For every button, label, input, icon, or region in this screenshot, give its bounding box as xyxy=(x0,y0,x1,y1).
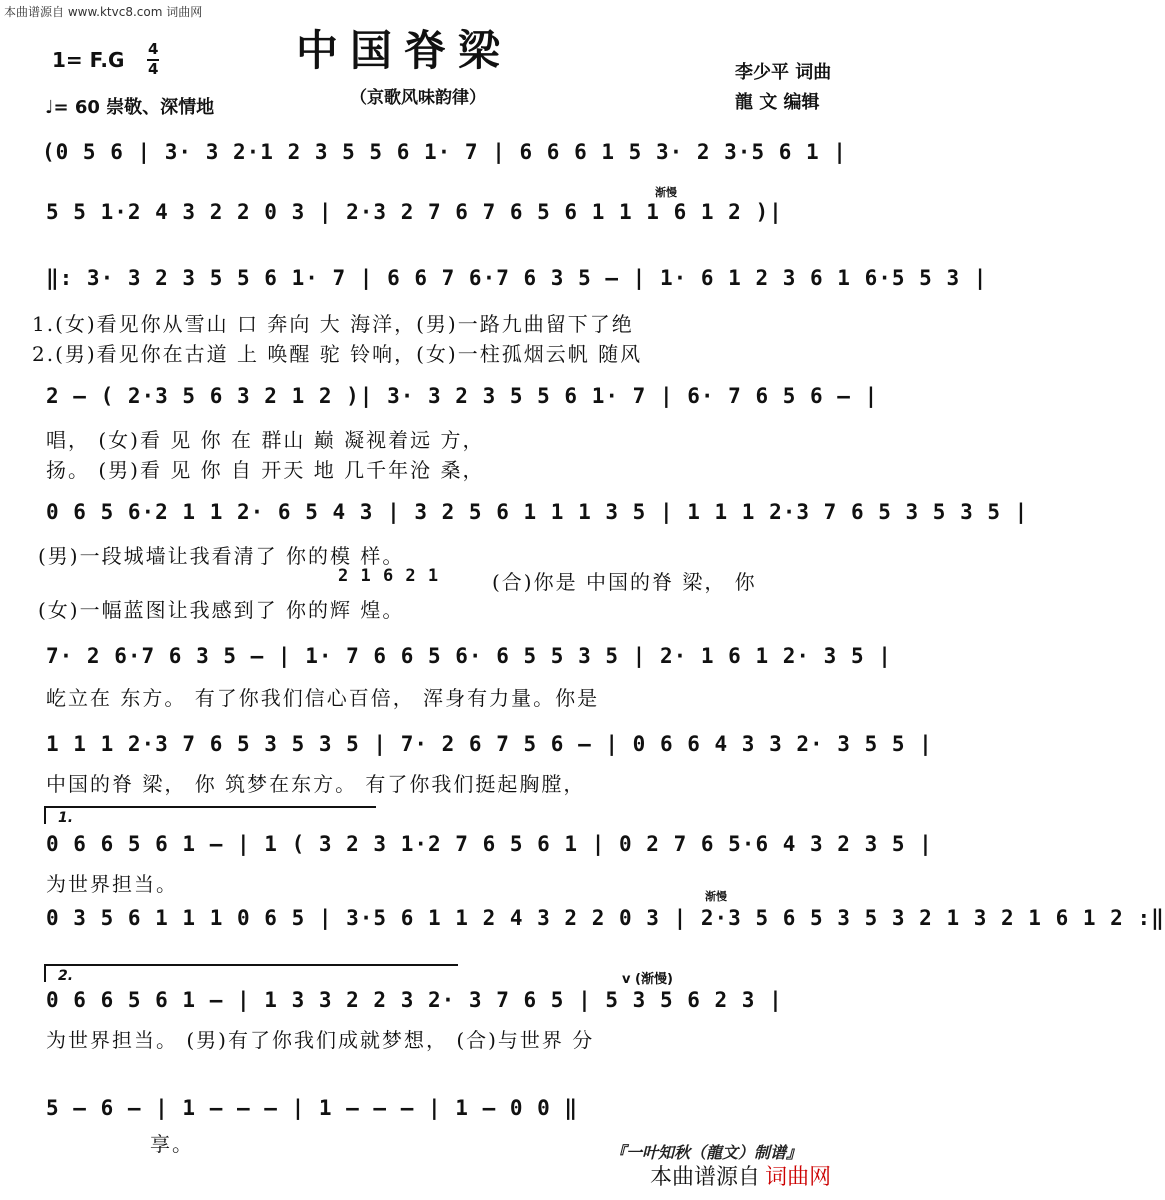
volta-bracket-2 xyxy=(44,964,458,982)
lyric-line-8: 为世界担当。 xyxy=(46,872,178,896)
lyric-line-10: 为世界担当。 (男)有了你我们成就梦想， (合)与世界 分 xyxy=(46,1028,595,1052)
song-subtitle: （京歌风味韵律） xyxy=(350,88,486,108)
footer-watermark xyxy=(650,1160,831,1191)
lyric-line-5-chorus: (合)你是 中国的脊 梁， 你 xyxy=(492,570,757,594)
composer-credit: 李少平 词曲 xyxy=(735,62,832,83)
volta-label-2: 2. xyxy=(58,968,74,984)
editor-credit: 龍 文 编辑 xyxy=(735,92,820,113)
notation-line-1: (0 5 6 | 3· 3 2·1 2 3 5 5 6 1· 7 | 6 6 6 1 5 3· 2 3·5 6 1 | xyxy=(42,140,847,164)
breath-ritardando-mark: v (渐慢) xyxy=(622,972,673,987)
lyric-line-4-verse1: 唱， (女)看 见 你 在 群山 巅 凝视着远 方， xyxy=(46,428,485,452)
notation-line-4: 2 – ( 2·3 5 6 3 2 1 2 )| 3· 3 2 3 5 5 6 1· 7 | 6· 7 6 5 6 – | xyxy=(46,384,879,408)
notation-line-9: 0 3 5 6 1 1 1 0 6 5 | 3·5 6 1 1 2 4 3 2 2 0 3 | 2·3 5 6 5 3 5 3 2 1 3 2 1 6 1 2 :‖ xyxy=(46,906,1165,930)
time-denominator: 4 xyxy=(148,60,159,78)
lyric-line-7: 中国的脊 梁， 你 筑梦在东方。 有了你我们挺起胸膛， xyxy=(46,772,586,796)
lyric-line-5-female: (女)一幅蓝图让我感到了 你的辉 煌。 xyxy=(38,598,405,622)
tempo-marking: ♩= 60 崇敬、深情地 xyxy=(45,97,215,118)
notation-line-11: 5 – 6 – | 1 – – – | 1 – – – | 1 – 0 0 ‖ xyxy=(46,1096,579,1120)
key-signature: 1= F.G xyxy=(52,48,125,72)
footer-site-brand: 词曲网 xyxy=(765,1165,832,1190)
notation-line-8: 0 6 6 5 6 1 – | 1 ( 3 2 3 1·2 7 6 5 6 1 | 0 2 7 6 5·6 4 3 2 3 5 | xyxy=(46,832,933,856)
watermark-top: 本曲谱源自 www.ktvc8.com 词曲网 xyxy=(4,5,203,19)
notation-line-3: ‖: 3· 3 2 3 5 5 6 1· 7 | 6 6 7 6·7 6 3 5 – | 1· 6 1 2 3 6 1 6·5 5 3 | xyxy=(46,266,988,290)
song-title: 中国脊梁 xyxy=(296,26,513,75)
notation-line-5: 0 6 5 6·2 1 1 2· 6 5 4 3 | 3 2 5 6 1 1 1 3 5 | 1 1 1 2·3 7 6 5 3 5 3 5 | xyxy=(46,500,1029,524)
tempo-change-ritardando: 渐慢 xyxy=(655,186,677,199)
footer-site-text: 本曲谱源自 xyxy=(650,1165,761,1190)
notation-line-7: 1 1 1 2·3 7 6 5 3 5 3 5 | 7· 2 6 7 5 6 – | 0 6 6 4 3 3 2· 3 5 5 | xyxy=(46,732,933,756)
lyric-line-6: 屹立在 东方。 有了你我们信心百倍， 浑身有力量。你是 xyxy=(46,686,600,710)
notation-line-10: 0 6 6 5 6 1 – | 1 3 3 2 2 3 2· 3 7 6 5 | 5 3 5 6 2 3 | xyxy=(46,988,783,1012)
lyric-line-3-verse1: 1.(女)看见你从雪山 口 奔向 大 海洋，(男)一路九曲留下了绝 xyxy=(32,312,634,336)
notation-line-6: 7· 2 6·7 6 3 5 – | 1· 7 6 6 5 6· 6 5 5 3 5 | 2· 1 6 1 2· 3 5 | xyxy=(46,644,892,668)
volta-label-1: 1. xyxy=(58,810,74,826)
lyric-line-3-verse2: 2.(男)看见你在古道 上 唤醒 驼 铃响，(女)一柱孤烟云帆 随风 xyxy=(32,342,643,366)
lyric-line-5-male: (男)一段城墙让我看清了 你的模 样。 xyxy=(38,544,405,568)
lyric-line-11: 享。 xyxy=(150,1132,194,1156)
volta-bracket-1 xyxy=(44,806,376,824)
time-numerator: 4 xyxy=(148,40,159,58)
alternate-notes-line-5: 2 1 6 2 1 xyxy=(338,566,440,586)
footer-credit: 『一叶知秋（龍文）制谱』 xyxy=(610,1143,803,1162)
tempo-change-ritardando-2: 渐慢 xyxy=(705,890,727,903)
lyric-line-4-verse2: 扬。 (男)看 见 你 自 开天 地 几千年沧 桑， xyxy=(46,458,485,482)
notation-line-2: 5 5 1·2 4 3 2 2 0 3 | 2·3 2 7 6 7 6 5 6 1 1 1 6 1 2 )| xyxy=(46,200,783,224)
